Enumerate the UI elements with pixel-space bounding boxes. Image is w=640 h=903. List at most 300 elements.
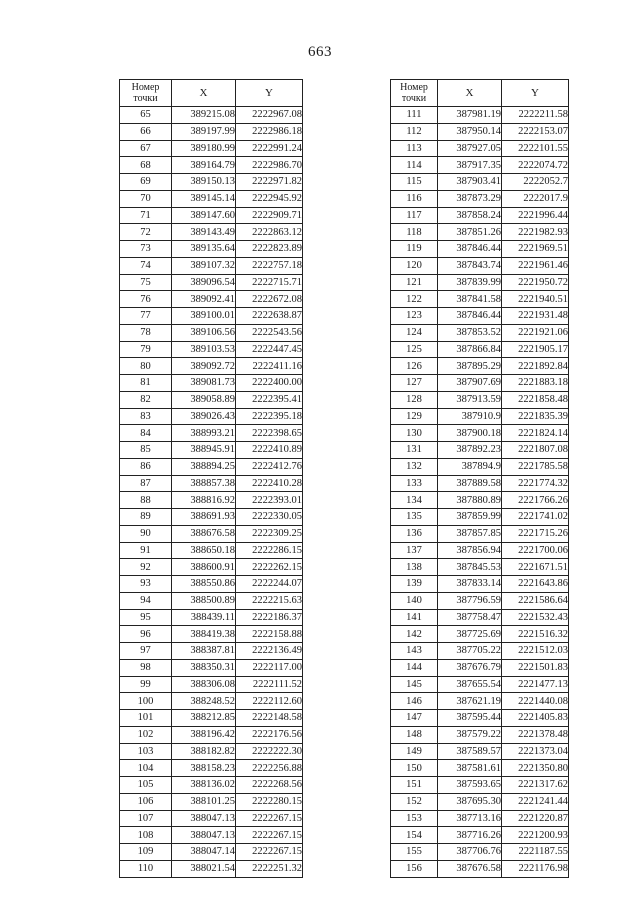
x-coordinate-cell: 388136.02: [172, 777, 236, 794]
table-row: [391, 860, 569, 877]
x-coordinate-cell: 388196.42: [172, 726, 236, 743]
y-coordinate-cell: 2221921.06: [502, 324, 569, 341]
table-row: [391, 793, 569, 810]
y-coordinate-cell: 2222410.28: [236, 475, 303, 492]
x-coordinate-cell: 388894.25: [172, 458, 236, 475]
x-coordinate-cell: 389135.64: [172, 241, 236, 258]
point-number-cell: 107: [120, 810, 172, 827]
y-coordinate-cell: 2222215.63: [236, 592, 303, 609]
point-number-header-line2: точки: [133, 93, 158, 104]
x-coordinate-cell: 387913.59: [438, 391, 502, 408]
x-coordinate-cell: 387589.57: [438, 743, 502, 760]
table-row: [391, 140, 569, 157]
table-row: [120, 391, 303, 408]
table-row: [391, 341, 569, 358]
table-row: [391, 123, 569, 140]
point-number-cell: 72: [120, 224, 172, 241]
y-coordinate-cell: 2222638.87: [236, 308, 303, 325]
table-row: [120, 157, 303, 174]
y-coordinate-cell: 2222967.08: [236, 107, 303, 124]
y-coordinate-cell: 2221961.46: [502, 257, 569, 274]
y-coordinate-cell: 2221785.58: [502, 458, 569, 475]
table-row: [391, 391, 569, 408]
x-coordinate-cell: 387950.14: [438, 123, 502, 140]
point-number-cell: 94: [120, 592, 172, 609]
point-number-cell: 78: [120, 324, 172, 341]
x-header: X: [438, 80, 502, 107]
point-number-cell: 90: [120, 525, 172, 542]
table-row: [120, 458, 303, 475]
x-coordinate-cell: 388439.11: [172, 609, 236, 626]
y-coordinate-cell: 2222267.15: [236, 844, 303, 861]
y-coordinate-cell: 2222280.15: [236, 793, 303, 810]
x-coordinate-cell: 389081.73: [172, 375, 236, 392]
x-coordinate-cell: 387706.76: [438, 844, 502, 861]
table-row: [120, 408, 303, 425]
y-coordinate-cell: 2222256.88: [236, 760, 303, 777]
table-row: [391, 107, 569, 124]
y-coordinate-cell: 2221200.93: [502, 827, 569, 844]
y-coordinate-cell: 2222447.45: [236, 341, 303, 358]
point-number-cell: 81: [120, 375, 172, 392]
x-coordinate-cell: 387796.59: [438, 592, 502, 609]
point-number-cell: 137: [391, 542, 438, 559]
point-number-cell: 131: [391, 442, 438, 459]
y-coordinate-cell: 2222286.15: [236, 542, 303, 559]
point-number-cell: 139: [391, 576, 438, 593]
table-row: [120, 693, 303, 710]
point-number-cell: 79: [120, 341, 172, 358]
table-row: [391, 274, 569, 291]
y-coordinate-cell: 2222136.49: [236, 643, 303, 660]
point-number-cell: 105: [120, 777, 172, 794]
x-coordinate-cell: 388158.23: [172, 760, 236, 777]
y-coordinate-cell: 2221883.18: [502, 375, 569, 392]
x-coordinate-cell: 389197.99: [172, 123, 236, 140]
point-number-cell: 151: [391, 777, 438, 794]
table-row: [120, 107, 303, 124]
point-number-cell: 76: [120, 291, 172, 308]
table-row: [120, 542, 303, 559]
x-coordinate-cell: 387845.53: [438, 559, 502, 576]
x-coordinate-cell: 387621.19: [438, 693, 502, 710]
point-number-cell: 127: [391, 375, 438, 392]
y-coordinate-cell: 2221373.04: [502, 743, 569, 760]
table-row: [391, 509, 569, 526]
point-number-cell: 135: [391, 509, 438, 526]
y-coordinate-cell: 2221931.48: [502, 308, 569, 325]
x-coordinate-cell: 387858.24: [438, 207, 502, 224]
point-number-cell: 132: [391, 458, 438, 475]
x-coordinate-cell: 387900.18: [438, 425, 502, 442]
y-coordinate-cell: 2222262.15: [236, 559, 303, 576]
x-coordinate-cell: 388101.25: [172, 793, 236, 810]
table-row: [120, 609, 303, 626]
x-coordinate-cell: 389106.56: [172, 324, 236, 341]
y-coordinate-cell: 2221671.51: [502, 559, 569, 576]
point-number-cell: 114: [391, 157, 438, 174]
y-coordinate-cell: 2222017.9: [502, 190, 569, 207]
table-row: [120, 324, 303, 341]
y-coordinate-cell: 2222986.18: [236, 123, 303, 140]
x-coordinate-cell: 387676.58: [438, 860, 502, 877]
table-row: [120, 442, 303, 459]
y-coordinate-cell: 2222153.07: [502, 123, 569, 140]
y-coordinate-cell: 2222176.56: [236, 726, 303, 743]
x-coordinate-cell: 387895.29: [438, 358, 502, 375]
point-number-cell: 149: [391, 743, 438, 760]
point-number-cell: 108: [120, 827, 172, 844]
x-coordinate-cell: 389100.01: [172, 308, 236, 325]
table-row: [391, 157, 569, 174]
y-coordinate-cell: 2221858.48: [502, 391, 569, 408]
y-coordinate-cell: 2221940.51: [502, 291, 569, 308]
y-coordinate-cell: 2222393.01: [236, 492, 303, 509]
point-number-cell: 156: [391, 860, 438, 877]
y-coordinate-cell: 2221512.03: [502, 643, 569, 660]
x-coordinate-cell: 389215.08: [172, 107, 236, 124]
y-coordinate-cell: 2222971.82: [236, 174, 303, 191]
table-row: [391, 760, 569, 777]
y-coordinate-cell: 2222186.37: [236, 609, 303, 626]
table-row: [391, 542, 569, 559]
table-row: [391, 643, 569, 660]
y-coordinate-cell: 2221350.80: [502, 760, 569, 777]
table-header-row: [120, 80, 303, 107]
point-number-cell: 88: [120, 492, 172, 509]
x-coordinate-cell: 387695.30: [438, 793, 502, 810]
x-coordinate-cell: 387910.9: [438, 408, 502, 425]
table-row: [391, 291, 569, 308]
point-number-cell: 106: [120, 793, 172, 810]
y-coordinate-cell: 2221892.84: [502, 358, 569, 375]
x-coordinate-cell: 387581.61: [438, 760, 502, 777]
table-row: [120, 291, 303, 308]
table-row: [120, 810, 303, 827]
table-row: [120, 492, 303, 509]
y-header: Y: [236, 80, 303, 107]
y-coordinate-cell: 2221996.44: [502, 207, 569, 224]
x-coordinate-cell: 389107.32: [172, 257, 236, 274]
table-row: [120, 710, 303, 727]
x-coordinate-cell: 389143.49: [172, 224, 236, 241]
point-number-cell: 85: [120, 442, 172, 459]
x-coordinate-cell: 389058.89: [172, 391, 236, 408]
x-coordinate-cell: 387859.99: [438, 509, 502, 526]
y-coordinate-cell: 2222074.72: [502, 157, 569, 174]
point-number-cell: 97: [120, 643, 172, 660]
y-coordinate-cell: 2221378.48: [502, 726, 569, 743]
x-coordinate-cell: 389096.54: [172, 274, 236, 291]
table-row: [391, 710, 569, 727]
x-coordinate-cell: 388816.92: [172, 492, 236, 509]
y-coordinate-cell: 2221969.51: [502, 241, 569, 258]
point-number-cell: 133: [391, 475, 438, 492]
table-row: [391, 425, 569, 442]
table-row: [120, 743, 303, 760]
point-number-cell: 77: [120, 308, 172, 325]
y-coordinate-cell: 2222945.92: [236, 190, 303, 207]
point-number-cell: 152: [391, 793, 438, 810]
table-row: [120, 375, 303, 392]
table-row: [391, 207, 569, 224]
y-coordinate-cell: 2222309.25: [236, 525, 303, 542]
y-coordinate-cell: 2222148.58: [236, 710, 303, 727]
table-row: [120, 659, 303, 676]
x-coordinate-cell: 389026.43: [172, 408, 236, 425]
point-number-cell: 111: [391, 107, 438, 124]
table-row: [391, 626, 569, 643]
x-coordinate-cell: 387880.89: [438, 492, 502, 509]
table-row: [120, 726, 303, 743]
x-coordinate-cell: 388047.13: [172, 827, 236, 844]
x-coordinate-cell: 387705.22: [438, 643, 502, 660]
x-coordinate-cell: 389092.72: [172, 358, 236, 375]
table-row: [120, 626, 303, 643]
y-header: Y: [502, 80, 569, 107]
table-row: [391, 257, 569, 274]
table-row: [391, 676, 569, 693]
y-coordinate-cell: 2221643.86: [502, 576, 569, 593]
x-coordinate-cell: 389145.14: [172, 190, 236, 207]
x-coordinate-cell: 387873.29: [438, 190, 502, 207]
y-coordinate-cell: 2221220.87: [502, 810, 569, 827]
table-row: [391, 559, 569, 576]
point-number-header-line1: Номер: [131, 82, 160, 93]
x-coordinate-cell: 387593.65: [438, 777, 502, 794]
table-row: [391, 375, 569, 392]
y-coordinate-cell: 2221501.83: [502, 659, 569, 676]
table-row: [391, 777, 569, 794]
x-coordinate-cell: 389180.99: [172, 140, 236, 157]
y-coordinate-cell: 2222330.05: [236, 509, 303, 526]
point-number-cell: 95: [120, 609, 172, 626]
point-number-cell: 82: [120, 391, 172, 408]
y-coordinate-cell: 2221715.26: [502, 525, 569, 542]
table-row: [391, 442, 569, 459]
table-row: [391, 743, 569, 760]
y-coordinate-cell: 2221176.98: [502, 860, 569, 877]
point-number-cell: 112: [391, 123, 438, 140]
y-coordinate-cell: 2222991.24: [236, 140, 303, 157]
y-coordinate-cell: 2222411.16: [236, 358, 303, 375]
x-coordinate-cell: 388550.86: [172, 576, 236, 593]
y-coordinate-cell: 2221532.43: [502, 609, 569, 626]
x-coordinate-cell: 387857.85: [438, 525, 502, 542]
y-coordinate-cell: 2221766.26: [502, 492, 569, 509]
table-row: [391, 458, 569, 475]
y-coordinate-cell: 2221516.32: [502, 626, 569, 643]
y-coordinate-cell: 2221824.14: [502, 425, 569, 442]
table-row: [391, 241, 569, 258]
y-coordinate-cell: 2222052.7: [502, 174, 569, 191]
point-number-cell: 92: [120, 559, 172, 576]
point-number-cell: 75: [120, 274, 172, 291]
point-number-cell: 86: [120, 458, 172, 475]
table-row: [391, 408, 569, 425]
table-row: [120, 358, 303, 375]
table-row: [391, 492, 569, 509]
point-number-cell: 144: [391, 659, 438, 676]
point-number-cell: 87: [120, 475, 172, 492]
point-number-cell: 91: [120, 542, 172, 559]
point-number-cell: 74: [120, 257, 172, 274]
point-number-header-line2: точки: [401, 93, 427, 104]
x-coordinate-cell: 387846.44: [438, 241, 502, 258]
x-coordinate-cell: 387713.16: [438, 810, 502, 827]
table-row: [391, 693, 569, 710]
table-row: [391, 592, 569, 609]
point-number-cell: 96: [120, 626, 172, 643]
point-number-cell: 80: [120, 358, 172, 375]
table-row: [120, 827, 303, 844]
point-number-cell: 100: [120, 693, 172, 710]
table-row: [391, 609, 569, 626]
x-coordinate-cell: 387853.52: [438, 324, 502, 341]
y-coordinate-cell: 2222400.00: [236, 375, 303, 392]
y-coordinate-cell: 2221440.08: [502, 693, 569, 710]
point-number-cell: 103: [120, 743, 172, 760]
y-coordinate-cell: 2222715.71: [236, 274, 303, 291]
x-header: X: [172, 80, 236, 107]
point-number-cell: 120: [391, 257, 438, 274]
y-coordinate-cell: 2222863.12: [236, 224, 303, 241]
x-coordinate-cell: 388419.38: [172, 626, 236, 643]
x-coordinate-cell: 387894.9: [438, 458, 502, 475]
point-number-cell: 69: [120, 174, 172, 191]
y-coordinate-cell: 2221741.02: [502, 509, 569, 526]
table-row: [120, 860, 303, 877]
point-number-cell: 68: [120, 157, 172, 174]
table-row: [391, 726, 569, 743]
y-coordinate-cell: 2222158.88: [236, 626, 303, 643]
point-number-cell: 109: [120, 844, 172, 861]
y-coordinate-cell: 2221477.13: [502, 676, 569, 693]
x-coordinate-cell: 389103.53: [172, 341, 236, 358]
table-row: [391, 224, 569, 241]
table-row: [391, 308, 569, 325]
x-coordinate-cell: 387839.99: [438, 274, 502, 291]
y-coordinate-cell: 2222672.08: [236, 291, 303, 308]
point-number-cell: 70: [120, 190, 172, 207]
x-coordinate-cell: 388650.18: [172, 542, 236, 559]
x-coordinate-cell: 388676.58: [172, 525, 236, 542]
x-coordinate-cell: 387866.84: [438, 341, 502, 358]
point-number-cell: 65: [120, 107, 172, 124]
x-coordinate-cell: 387716.26: [438, 827, 502, 844]
point-number-cell: 84: [120, 425, 172, 442]
y-coordinate-cell: 2222112.60: [236, 693, 303, 710]
y-coordinate-cell: 2221982.93: [502, 224, 569, 241]
y-coordinate-cell: 2222395.18: [236, 408, 303, 425]
y-coordinate-cell: 2222395.41: [236, 391, 303, 408]
point-number-cell: 153: [391, 810, 438, 827]
y-coordinate-cell: 2221700.06: [502, 542, 569, 559]
y-coordinate-cell: 2221317.62: [502, 777, 569, 794]
y-coordinate-cell: 2222244.07: [236, 576, 303, 593]
point-number-cell: 129: [391, 408, 438, 425]
x-coordinate-cell: 388021.54: [172, 860, 236, 877]
table-row: [391, 475, 569, 492]
y-coordinate-cell: 2221807.08: [502, 442, 569, 459]
x-coordinate-cell: 388387.81: [172, 643, 236, 660]
point-number-cell: 122: [391, 291, 438, 308]
x-coordinate-cell: 388857.38: [172, 475, 236, 492]
y-coordinate-cell: 2221774.32: [502, 475, 569, 492]
point-number-cell: 138: [391, 559, 438, 576]
point-number-cell: 147: [391, 710, 438, 727]
table-row: [120, 592, 303, 609]
y-coordinate-cell: 2222267.15: [236, 827, 303, 844]
table-row: [120, 760, 303, 777]
x-coordinate-cell: 388306.08: [172, 676, 236, 693]
x-coordinate-cell: 387846.44: [438, 308, 502, 325]
table-row: [120, 844, 303, 861]
x-coordinate-cell: 388500.89: [172, 592, 236, 609]
x-coordinate-cell: 387917.35: [438, 157, 502, 174]
x-coordinate-cell: 387903.41: [438, 174, 502, 191]
x-coordinate-cell: 387843.74: [438, 257, 502, 274]
point-number-cell: 110: [120, 860, 172, 877]
x-coordinate-cell: 389147.60: [172, 207, 236, 224]
x-coordinate-cell: 387833.14: [438, 576, 502, 593]
x-coordinate-cell: 387595.44: [438, 710, 502, 727]
x-coordinate-cell: 388248.52: [172, 693, 236, 710]
table-row: [391, 844, 569, 861]
y-coordinate-cell: 2222251.32: [236, 860, 303, 877]
table-row: [120, 241, 303, 258]
table-row: [120, 559, 303, 576]
y-coordinate-cell: 2222398.65: [236, 425, 303, 442]
y-coordinate-cell: 2222117.00: [236, 659, 303, 676]
x-coordinate-cell: 387841.58: [438, 291, 502, 308]
table-header-row: [391, 80, 569, 107]
table-row: [391, 358, 569, 375]
y-coordinate-cell: 2222986.70: [236, 157, 303, 174]
table-row: [391, 659, 569, 676]
x-coordinate-cell: 387981.19: [438, 107, 502, 124]
point-number-cell: 102: [120, 726, 172, 743]
y-coordinate-cell: 2222412.76: [236, 458, 303, 475]
point-number-cell: 140: [391, 592, 438, 609]
point-number-cell: 125: [391, 341, 438, 358]
table-row: [120, 475, 303, 492]
y-coordinate-cell: 2222909.71: [236, 207, 303, 224]
table-row: [120, 425, 303, 442]
point-number-cell: 142: [391, 626, 438, 643]
table-row: [391, 174, 569, 191]
point-number-cell: 128: [391, 391, 438, 408]
page-number: 663: [308, 44, 332, 60]
point-number-cell: 67: [120, 140, 172, 157]
point-number-cell: 150: [391, 760, 438, 777]
point-number-cell: 136: [391, 525, 438, 542]
point-number-cell: 145: [391, 676, 438, 693]
x-coordinate-cell: 388993.21: [172, 425, 236, 442]
x-coordinate-cell: 387856.94: [438, 542, 502, 559]
x-coordinate-cell: 387851.26: [438, 224, 502, 241]
y-coordinate-cell: 2222410.89: [236, 442, 303, 459]
point-number-header: [120, 80, 172, 107]
x-coordinate-cell: 388600.91: [172, 559, 236, 576]
point-number-cell: 154: [391, 827, 438, 844]
y-coordinate-cell: 2221241.44: [502, 793, 569, 810]
x-coordinate-cell: 389092.41: [172, 291, 236, 308]
point-number-cell: 93: [120, 576, 172, 593]
y-coordinate-cell: 2221405.83: [502, 710, 569, 727]
y-coordinate-cell: 2222543.56: [236, 324, 303, 341]
table-row: [120, 140, 303, 157]
